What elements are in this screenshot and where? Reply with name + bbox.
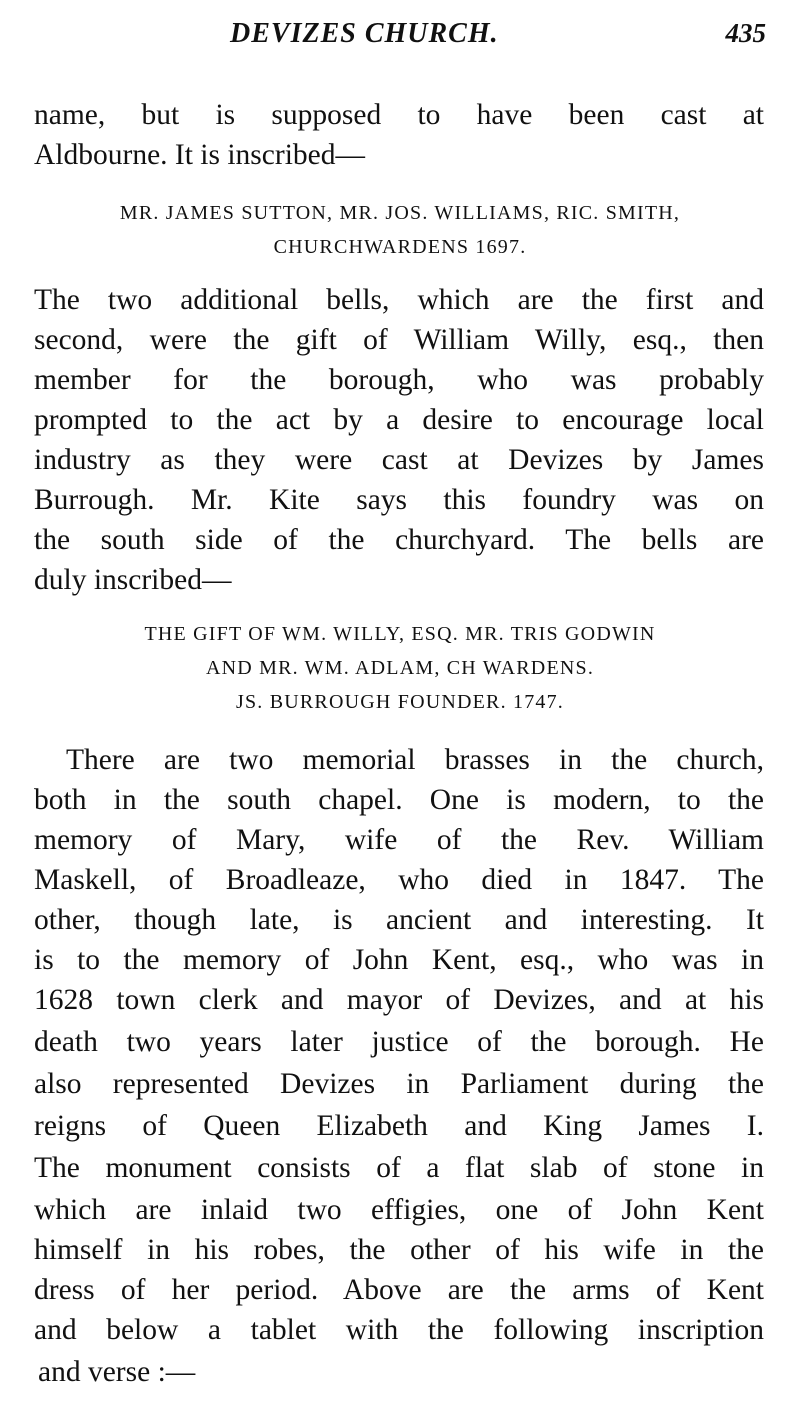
text-line: The monument consists of a flat slab of stone in bbox=[34, 1152, 764, 1184]
text-line: and verse :— bbox=[38, 1356, 196, 1388]
inscription-line: JS. BURROUGH FOUNDER. 1747. bbox=[236, 691, 564, 713]
text-line: duly inscribed— bbox=[34, 564, 232, 596]
text-line: second, were the gift of William Willy, esq., then bbox=[34, 324, 764, 356]
text-line: member for the borough, who was probably bbox=[34, 364, 764, 396]
text-line: other, though late, is ancient and interesting. It bbox=[34, 904, 764, 936]
text-line: Aldbourne. It is inscribed— bbox=[34, 139, 365, 171]
text-line: which are inlaid two effigies, one of John Kent bbox=[34, 1194, 764, 1226]
text-line: Burrough. Mr. Kite says this foundry was on bbox=[34, 484, 764, 516]
inscription-line: AND MR. WM. ADLAM, CH WARDENS. bbox=[205, 657, 595, 679]
text-line: 1628 town clerk and mayor of Devizes, and at his bbox=[34, 984, 764, 1016]
text-line: is to the memory of John Kent, esq., who was in bbox=[34, 944, 764, 976]
text-line: death two years later justice of the borough. He bbox=[34, 1026, 764, 1058]
text-line: The two additional bells, which are the first and bbox=[34, 284, 764, 316]
running-head bbox=[0, 18, 800, 58]
text-line: himself in his robes, the other of his wife in the bbox=[34, 1234, 764, 1266]
text-line: the south side of the churchyard. The bells are bbox=[34, 524, 764, 556]
inscription-line: THE GIFT OF WM. WILLY, ESQ. MR. TRIS GODWIN bbox=[144, 623, 656, 645]
text-line: memory of Mary, wife of the Rev. William bbox=[34, 824, 764, 856]
page-number: 435 bbox=[725, 18, 766, 48]
text-line: Maskell, of Broadleaze, who died in 1847. The bbox=[34, 864, 764, 896]
text-line: also represented Devizes in Parliament during the bbox=[34, 1068, 764, 1100]
inscription-line: MR. JAMES SUTTON, MR. JOS. WILLIAMS, RIC. SMITH, bbox=[119, 202, 681, 224]
text-line: dress of her period. Above are the arms of Kent bbox=[34, 1274, 764, 1306]
text-line: and below a tablet with the following inscription bbox=[34, 1314, 764, 1346]
inscription-line: CHURCHWARDENS 1697. bbox=[273, 236, 527, 258]
text-line: prompted to the act by a desire to encourage local bbox=[34, 404, 764, 436]
text-line: reigns of Queen Elizabeth and King James I. bbox=[34, 1110, 764, 1142]
text-line: name, but is supposed to have been cast at bbox=[34, 99, 764, 131]
text-line: both in the south chapel. One is modern, to the bbox=[34, 784, 764, 816]
running-title: DEVIZES CHURCH. bbox=[230, 18, 499, 49]
text-line: industry as they were cast at Devizes by James bbox=[34, 444, 764, 476]
text-line: There are two memorial brasses in the church, bbox=[66, 744, 764, 776]
